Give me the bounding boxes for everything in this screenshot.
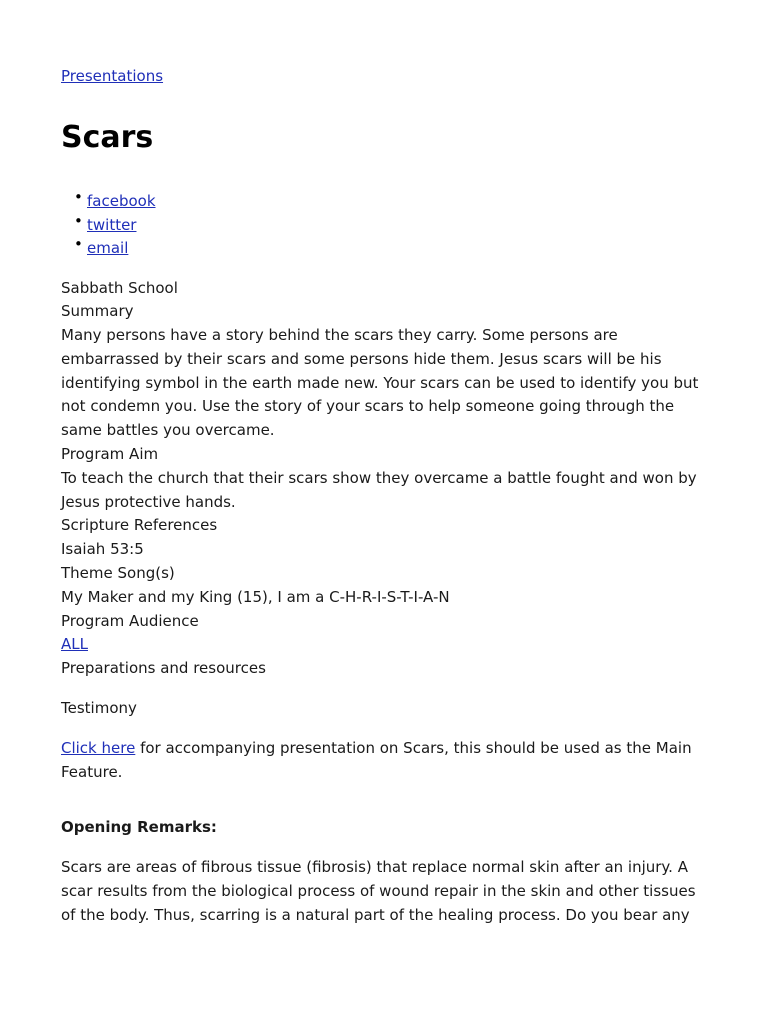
- preparations-label: Preparations and resources: [61, 659, 266, 678]
- testimony-label: Testimony: [61, 699, 137, 718]
- share-item-facebook: [74, 188, 711, 214]
- theme-song-text: My Maker and my King (15), I am a C-H-R-I-S-T-I-A-N: [61, 587, 450, 606]
- sabbath-school-label: Sabbath School: [61, 278, 178, 297]
- bullet-icon: •: [74, 235, 83, 253]
- bullet-icon: •: [74, 211, 83, 230]
- share-list: [61, 190, 711, 261]
- page-title: Scars: [61, 120, 154, 155]
- share-item-email: [74, 235, 711, 261]
- audience-heading: Program Audience: [61, 611, 199, 630]
- presentation-paragraph: [61, 737, 711, 785]
- presentation-text: for accompanying presentation on Scars, this should be used as the Main Feature.: [61, 738, 692, 781]
- article: [61, 64, 711, 928]
- scripture-heading: Scripture References: [61, 516, 218, 535]
- audience-all-link[interactable]: ALL: [61, 635, 88, 654]
- theme-song-heading: Theme Song(s): [61, 564, 175, 583]
- opening-remarks-text: Scars are areas of fibrous tissue (fibrosis) that replace normal skin after an injury. A scar results from the biological process of wound repair in the skin and other tissues of the body. Thus, scarring is a natural part of the healing process. Do you bear any: [61, 858, 696, 924]
- opening-remarks-heading: Opening Remarks:: [61, 818, 217, 837]
- breadcrumb-presentations-link[interactable]: Presentations: [61, 67, 164, 85]
- audience-line: [61, 633, 711, 657]
- program-aim-heading: Program Aim: [61, 445, 159, 464]
- twitter-share-link[interactable]: twitter: [87, 215, 137, 234]
- bullet-icon: •: [74, 188, 83, 206]
- click-here-link[interactable]: Click here: [61, 738, 136, 757]
- program-aim-text: To teach the church that their scars show they overcame a battle fought and won by Jesus protective hands.: [61, 468, 697, 511]
- summary-heading: Summary: [61, 302, 134, 321]
- program-details: [61, 277, 711, 682]
- share-item-twitter: [74, 211, 711, 238]
- facebook-share-link[interactable]: facebook: [87, 192, 156, 210]
- summary-text: Many persons have a story behind the scars they carry. Some persons are embarrassed by their scars and some persons hide them. Jesus scars will be his identifying symbol in the earth made new. Your scars can be used to identify you but not condemn you. Use the story of your scars to help someone going through the same battles you overcame.: [61, 326, 699, 440]
- email-share-link[interactable]: email: [87, 239, 129, 257]
- scripture-text: Isaiah 53:5: [61, 540, 144, 559]
